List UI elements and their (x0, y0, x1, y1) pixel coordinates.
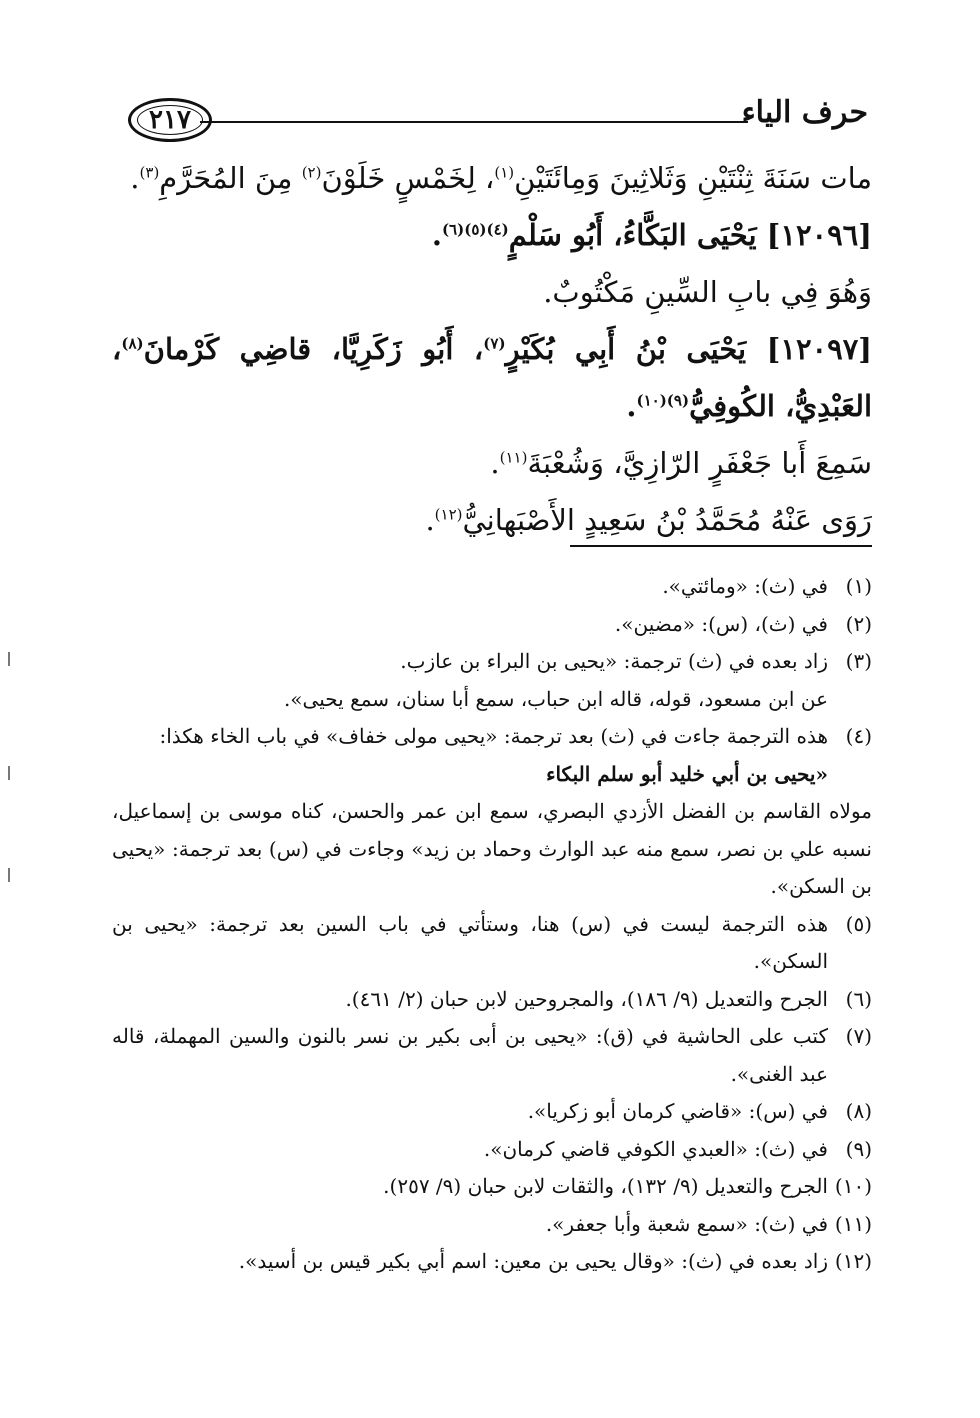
footnote-number: (٣) (845, 649, 872, 673)
footnote-text: كتب على الحاشية في (ق): «يحيى بن أبى بكير بن نسر بالنون والسين المهملة، قاله عبد الغنى». (112, 1024, 828, 1086)
footnote (112, 906, 872, 981)
main-line: وَهُوَ فِي بابِ السِّينِ مَكْتُوبٌ. (543, 275, 872, 309)
entry-title: [١٢٠٩٧] يَحْيَى بْنُ أَبِي بُكَيْرٍ (505, 332, 873, 366)
scan-mark (8, 868, 10, 882)
footnote-number: (١١) (834, 1211, 872, 1236)
footnote-ref[interactable]: (٩)(١٠) (636, 391, 690, 410)
main-line (112, 150, 872, 207)
footnote-text: في (ث): «سمع شعبة وأبا جعفر». (545, 1211, 828, 1236)
footnote-ref[interactable]: (٤)(٥)(٦) (441, 220, 509, 239)
page-number-badge (128, 98, 212, 142)
footnotes (112, 568, 872, 1281)
footnote-ref[interactable]: (١١) (499, 448, 528, 467)
footnote-ref[interactable]: (١) (494, 163, 515, 182)
header-rule (200, 121, 748, 123)
footnote-ref[interactable]: (١٢) (434, 505, 463, 524)
footnote-ref[interactable]: (٣) (139, 163, 160, 182)
entry-title: ، العَبْدِيُّ، الكُوفِيُّ (112, 332, 872, 423)
footnote-text: زاد بعده في (ث) ترجمة: «يحيى بن البراء بن عازب. (400, 649, 828, 673)
footnote-ref[interactable]: (٧) (483, 334, 506, 353)
text-run: مات سَنَةَ ثِنْتَيْنِ وَثَلاثِينَ وَمِائَتَيْنِ (514, 161, 872, 195)
main-line (112, 492, 872, 549)
footnote (112, 1093, 872, 1131)
entry-heading (112, 207, 872, 264)
footnote-text: هذه الترجمة ليست في (س) هنا، وستأتي في باب السين بعد ترجمة: «يحيى بن السكن». (112, 911, 828, 973)
footnote (112, 981, 872, 1019)
text-run: . (490, 446, 500, 480)
footnote-separator (570, 545, 872, 547)
scan-mark (8, 652, 10, 666)
footnote-text: الجرح والتعديل (٩/ ١٨٦)، والمجروحين لابن حبان (٢/ ٤٦١). (345, 986, 828, 1011)
footnote (112, 568, 872, 606)
main-text (112, 150, 872, 549)
footnote-number: (١٠) (834, 1174, 872, 1198)
footnote (112, 606, 872, 644)
scan-mark (8, 766, 10, 780)
footnote-number: (١) (845, 574, 872, 598)
footnote-text: في (ث): «العبدي الكوفي قاضي كرمان». (483, 1136, 828, 1161)
text-run: ، لِخَمْسٍ خَلَوْنَ (321, 161, 495, 195)
text-run: . (431, 218, 442, 252)
page-number: ٢١٧ (149, 105, 191, 135)
footnote-number: (٤) (845, 724, 872, 748)
footnote-text: الجرح والتعديل (٩/ ١٣٢)، والثقات لابن حبان (٩/ ٢٥٧). (383, 1174, 828, 1198)
footnote (112, 1018, 872, 1093)
footnote-number: (٦) (845, 986, 872, 1011)
footnote-text: زاد بعده في (ث): «وقال يحيى بن معين: اسم أبي بكير قيس بن أسيد». (238, 1249, 828, 1273)
footnote-text: في (ث)، (س): «مضين». (614, 611, 828, 636)
main-line (112, 435, 872, 492)
running-head: حرف الياء (741, 95, 868, 130)
footnote (112, 1206, 872, 1244)
footnote-number: (١٢) (834, 1249, 872, 1273)
footnote-ref[interactable]: (٢) (301, 163, 322, 182)
footnote-quoted-heading: «يحيى بن أبي خليد أبو سلم البكاء (546, 761, 828, 786)
footnote-ref[interactable]: (٨) (121, 334, 144, 353)
text-run: مِنَ المُحَرَّمِ (159, 161, 302, 195)
footnote-body (112, 718, 828, 793)
footnote (112, 1243, 872, 1281)
text-run: سَمِعَ أَبا جَعْفَرٍ الرّازِيَّ، وَشُعْبَةَ (527, 446, 872, 480)
footnote-number: (٢) (845, 611, 872, 636)
footnote-text: في (ث): «ومائتي». (662, 574, 828, 598)
entry-title: ، أَبُو زَكَرِيَّا، قاضِي كَرْمانَ (143, 332, 484, 366)
footnote-number: (٧) (845, 1024, 872, 1048)
footnote-continuation: عن ابن مسعود، قوله، قاله ابن حباب، سمع أبا سنان، سمع يحيى». (283, 686, 828, 711)
footnote-number: (٥) (845, 911, 872, 936)
footnote-text: هذه الترجمة جاءت في (ث) بعد ترجمة: «يحيى مولى خفاف» في باب الخاء هكذا: (159, 724, 828, 748)
footnote-number: (٩) (845, 1136, 872, 1161)
footnote (112, 1168, 872, 1206)
footnote-number: (٨) (845, 1099, 872, 1123)
footnote (112, 1131, 872, 1169)
footnote-continuation: مولاه القاسم بن الفضل الأزدي البصري، سمع ابن عمر والحسن، كناه موسى بن إسماعيل، نسبه علي بن نصر، سمع منه عبد الوارث وحماد بن زيد» وجاءت في (س) بعد ترجمة: «يحيى بن السكن». (112, 799, 872, 898)
text-run: . (425, 503, 435, 537)
entry-title: [١٢٠٩٦] يَحْيَى البَكَّاءُ، أَبُو سَلْمٍ (508, 218, 872, 252)
footnote (112, 643, 872, 718)
entry-heading (112, 321, 872, 435)
footnote-body (112, 643, 828, 718)
text-run: رَوَى عَنْهُ مُحَمَّدُ بْنُ سَعِيدٍ الأَصْبَهانِيُّ (462, 503, 872, 537)
text-run: . (130, 161, 140, 195)
footnote (112, 718, 872, 793)
text-run: . (626, 389, 637, 423)
footnote-text: في (س): «قاضي كرمان أبو زكريا». (527, 1099, 828, 1123)
